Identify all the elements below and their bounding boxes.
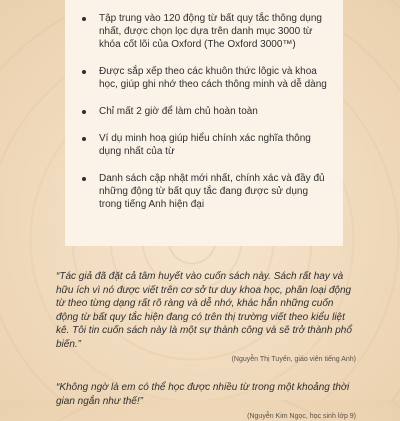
feature-item: Chỉ mất 2 giờ để làm chủ hoàn toàn — [81, 105, 329, 118]
testimonial-attribution: (Nguyễn Thị Tuyến, giáo viên tiếng Anh) — [231, 356, 356, 363]
testimonial-attribution: (Nguyễn Kim Ngọc, học sinh lớp 9) — [247, 413, 356, 420]
testimonial-quote: “Không ngờ là em có thể học được nhiều từ trong một khoảng thời gian ngắn như thế!” — [56, 382, 350, 407]
testimonial — [56, 381, 356, 421]
testimonial — [56, 270, 356, 364]
feature-list — [81, 12, 329, 211]
testimonial-quote: “Tác giả đã đặt cả tâm huyết vào cuốn sách này. Sách rất hay và hữu ích vì nó được viết trên cơ sở tư duy khoa học, phân loại động từ theo từng dạng rất rõ ràng và dễ nhớ, khác hẳn những cuốn động từ bất quy tắc hiện đang có trên thị trường viết theo kiểu liệt kê. Tôi tin cuốn sách này là một sự thành công và sẽ trở thành phổ biến.” — [56, 271, 352, 350]
feature-item: Danh sách cập nhật mới nhất, chính xác và đầy đủ những động từ bất quy tắc đang được sử dụng trong tiếng Anh hiện đại — [81, 172, 329, 211]
feature-item: Ví dụ minh hoạ giúp hiểu chính xác nghĩa thông dụng nhất của từ — [81, 132, 329, 158]
feature-item: Tập trung vào 120 động từ bất quy tắc thông dụng nhất, được chọn lọc dựa trên danh mục 3000 từ khóa cốt lõi của Oxford (The Oxford 3000™) — [81, 12, 329, 51]
testimonials — [56, 270, 356, 421]
feature-item: Được sắp xếp theo các khuôn thức lôgic và khoa học, giúp ghi nhớ theo cách thông minh và dễ dàng — [81, 65, 329, 91]
features-card — [65, 0, 343, 246]
